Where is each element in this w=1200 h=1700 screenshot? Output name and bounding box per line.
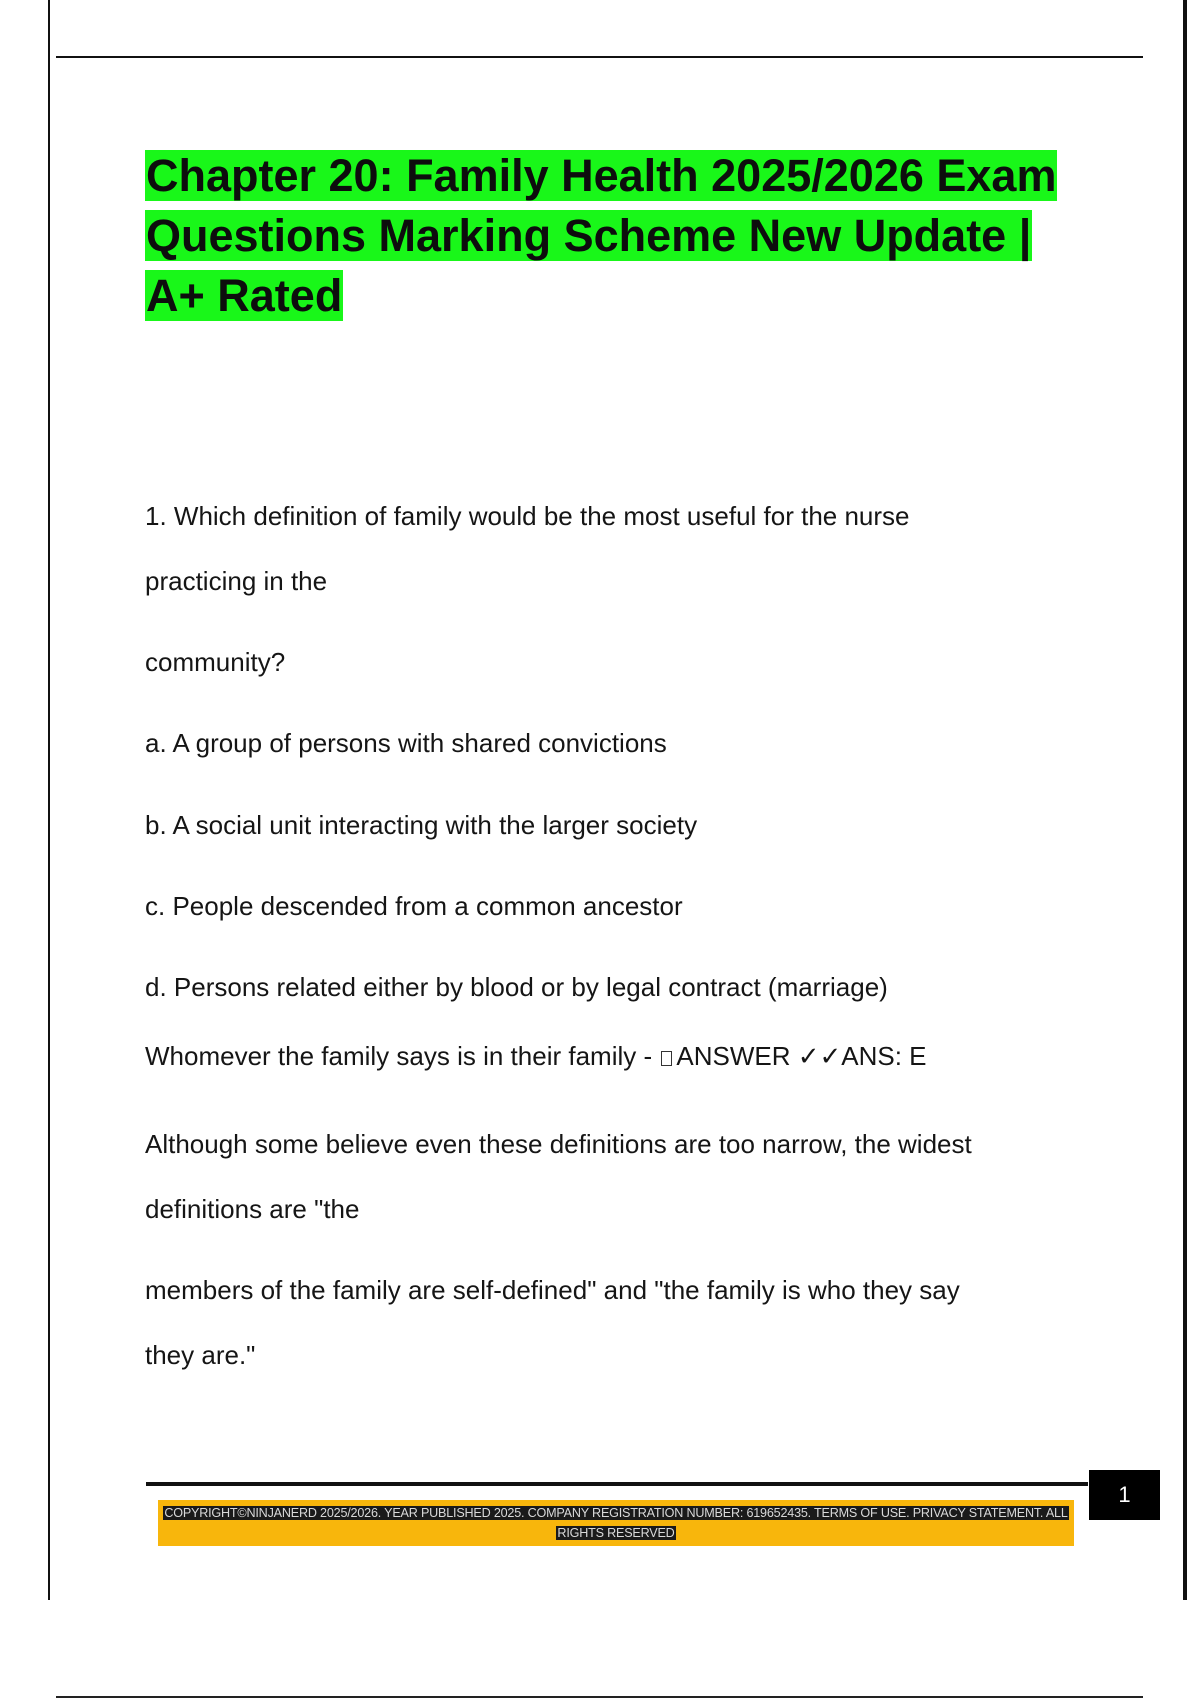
page-border-right bbox=[1183, 0, 1187, 1600]
rationale-line-2: definitions are "the bbox=[145, 1194, 360, 1224]
next-page-rule bbox=[56, 1696, 1143, 1698]
option-d: d. Persons related either by blood or by legal contract (marriage) bbox=[145, 972, 888, 1002]
option-c: c. People descended from a common ancestor bbox=[145, 891, 683, 921]
answer-suffix: ANSWER ✓✓ANS: E bbox=[676, 1041, 927, 1071]
copyright-band bbox=[158, 1500, 1074, 1546]
option-b: b. A social unit interacting with the larger society bbox=[145, 810, 698, 840]
page-border-left bbox=[48, 0, 50, 1600]
page-number: 1 bbox=[1089, 1470, 1160, 1520]
copyright-text-content: COPYRIGHT©NINJANERD 2025/2026. YEAR PUBLISHED 2025. COMPANY REGISTRATION NUMBER: 619652435. TERMS OF USE. PRIVACY STATEMENT. ALL RIGHTS RESERVED bbox=[164, 1506, 1068, 1540]
question-line-3: community? bbox=[145, 647, 286, 677]
rationale-line-4: they are." bbox=[145, 1340, 256, 1370]
question-line-2: practicing in the bbox=[145, 566, 328, 596]
rationale-line-1: Although some believe even these definitions are too narrow, the widest bbox=[145, 1129, 972, 1159]
answer-line bbox=[145, 1040, 927, 1072]
question-line-1: 1. Which definition of family would be the most useful for the nurse bbox=[145, 501, 910, 531]
header-rule bbox=[56, 56, 1143, 58]
document-title-text: Chapter 20: Family Health 2025/2026 Exam Questions Marking Scheme New Update | A+ Rated bbox=[146, 150, 1057, 321]
footer-rule bbox=[146, 1482, 1088, 1486]
answer-prefix: Whomever the family says is in their family - bbox=[145, 1041, 660, 1071]
copyright-text bbox=[158, 1503, 1074, 1543]
option-a: a. A group of persons with shared convictions bbox=[145, 728, 667, 758]
rationale-line-3: members of the family are self-defined" and "the family is who they say bbox=[145, 1275, 960, 1305]
document-title bbox=[145, 146, 1095, 326]
missing-glyph-icon bbox=[661, 1051, 672, 1066]
